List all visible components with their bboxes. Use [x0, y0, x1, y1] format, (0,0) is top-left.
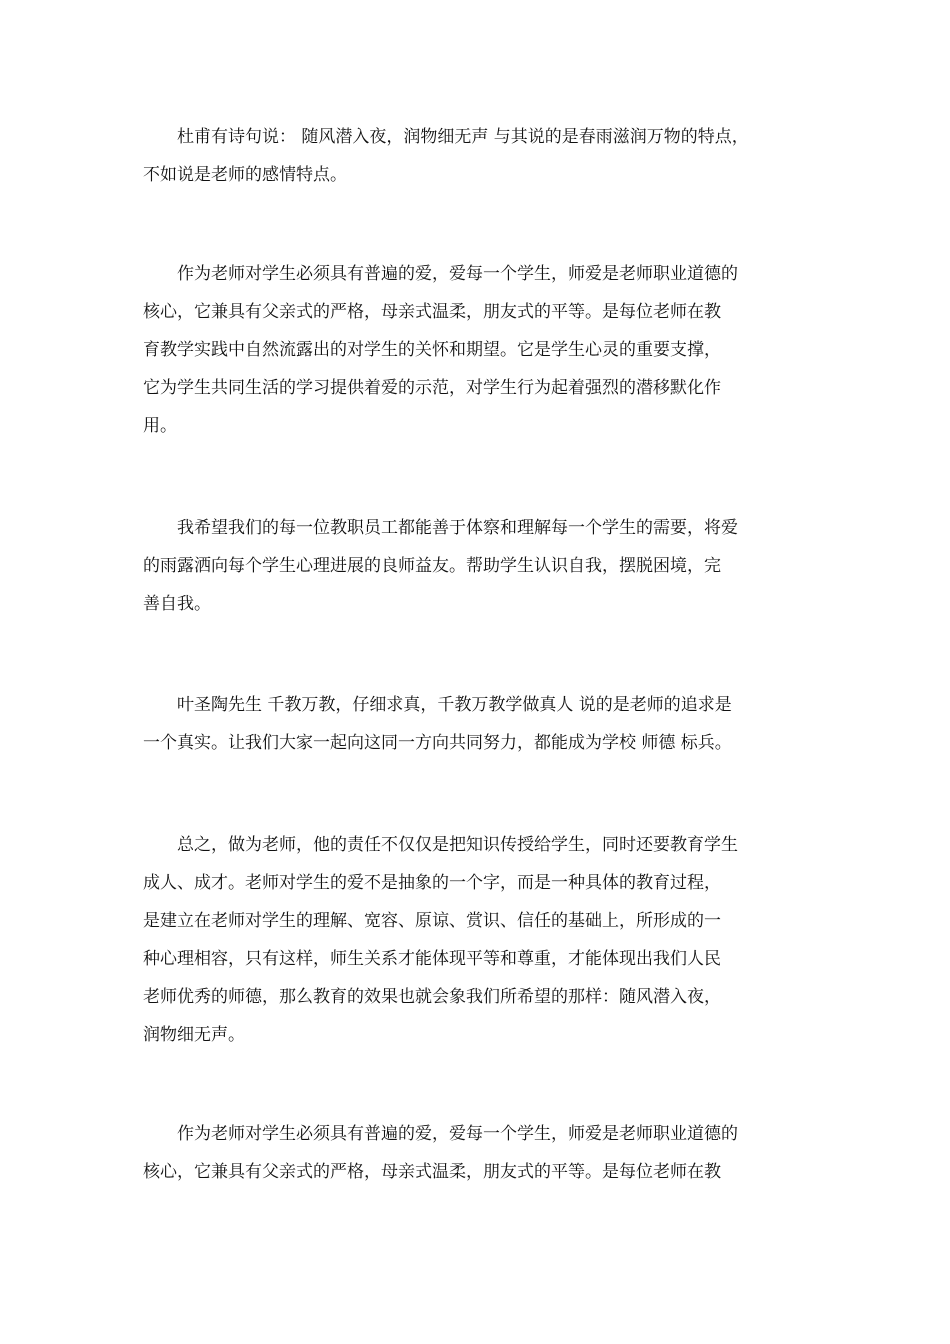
paragraph-teacher-love-repeat	[143, 1115, 813, 1191]
paragraph-conclusion	[143, 826, 813, 1054]
text-line: 我希望我们的每一位教职员工都能善于体察和理解每一个学生的需要，将爱	[177, 518, 738, 538]
text-line: 一个真实。让我们大家一起向这同一方向共同努力，都能成为学校 师德 标兵。	[143, 733, 732, 753]
text-line: 是建立在老师对学生的理解、宽容、原谅、赏识、信任的基础上，所形成的一	[143, 911, 721, 931]
text-line: 成人、成才。老师对学生的爱不是抽象的一个字，而是一种具体的教育过程，	[143, 873, 721, 893]
text-line: 总之，做为老师，他的责任不仅仅是把知识传授给学生，同时还要教育学生	[177, 835, 738, 855]
text-line: 润物细无声。	[143, 1025, 245, 1045]
text-line: 核心，它兼具有父亲式的严格，母亲式温柔，朋友式的平等。是每位老师在教	[143, 1162, 721, 1182]
paragraph-staff-hope	[143, 509, 813, 623]
paragraph-ye-shengtao	[143, 686, 813, 762]
text-line: 作为老师对学生必须具有普遍的爱，爱每一个学生，师爱是老师职业道德的	[177, 1124, 738, 1144]
text-line: 的雨露洒向每个学生心理进展的良师益友。帮助学生认识自我，摆脱困境，完	[143, 556, 721, 576]
text-line: 种心理相容，只有这样，师生关系才能体现平等和尊重，才能体现出我们人民	[143, 949, 721, 969]
text-line: 它为学生共同生活的学习提供着爱的示范，对学生行为起着强烈的潜移默化作	[143, 378, 721, 398]
paragraph-teacher-love	[143, 255, 813, 445]
text-line: 核心，它兼具有父亲式的严格，母亲式温柔，朋友式的平等。是每位老师在教	[143, 302, 721, 322]
text-line: 善自我。	[143, 594, 211, 614]
text-line: 叶圣陶先生 千教万教，仔细求真，千教万教学做真人 说的是老师的追求是	[177, 695, 732, 715]
text-line: 用。	[143, 416, 177, 436]
text-line: 不如说是老师的感情特点。	[143, 165, 347, 185]
text-line: 育教学实践中自然流露出的对学生的关怀和期望。它是学生心灵的重要支撑，	[143, 340, 721, 360]
text-line: 杜甫有诗句说： 随风潜入夜，润物细无声 与其说的是春雨滋润万物的特点，	[177, 127, 749, 147]
paragraph-du-fu-poem	[143, 118, 813, 194]
text-line: 老师优秀的师德，那么教育的效果也就会象我们所希望的那样：随风潜入夜，	[143, 987, 721, 1007]
text-line: 作为老师对学生必须具有普遍的爱，爱每一个学生，师爱是老师职业道德的	[177, 264, 738, 284]
